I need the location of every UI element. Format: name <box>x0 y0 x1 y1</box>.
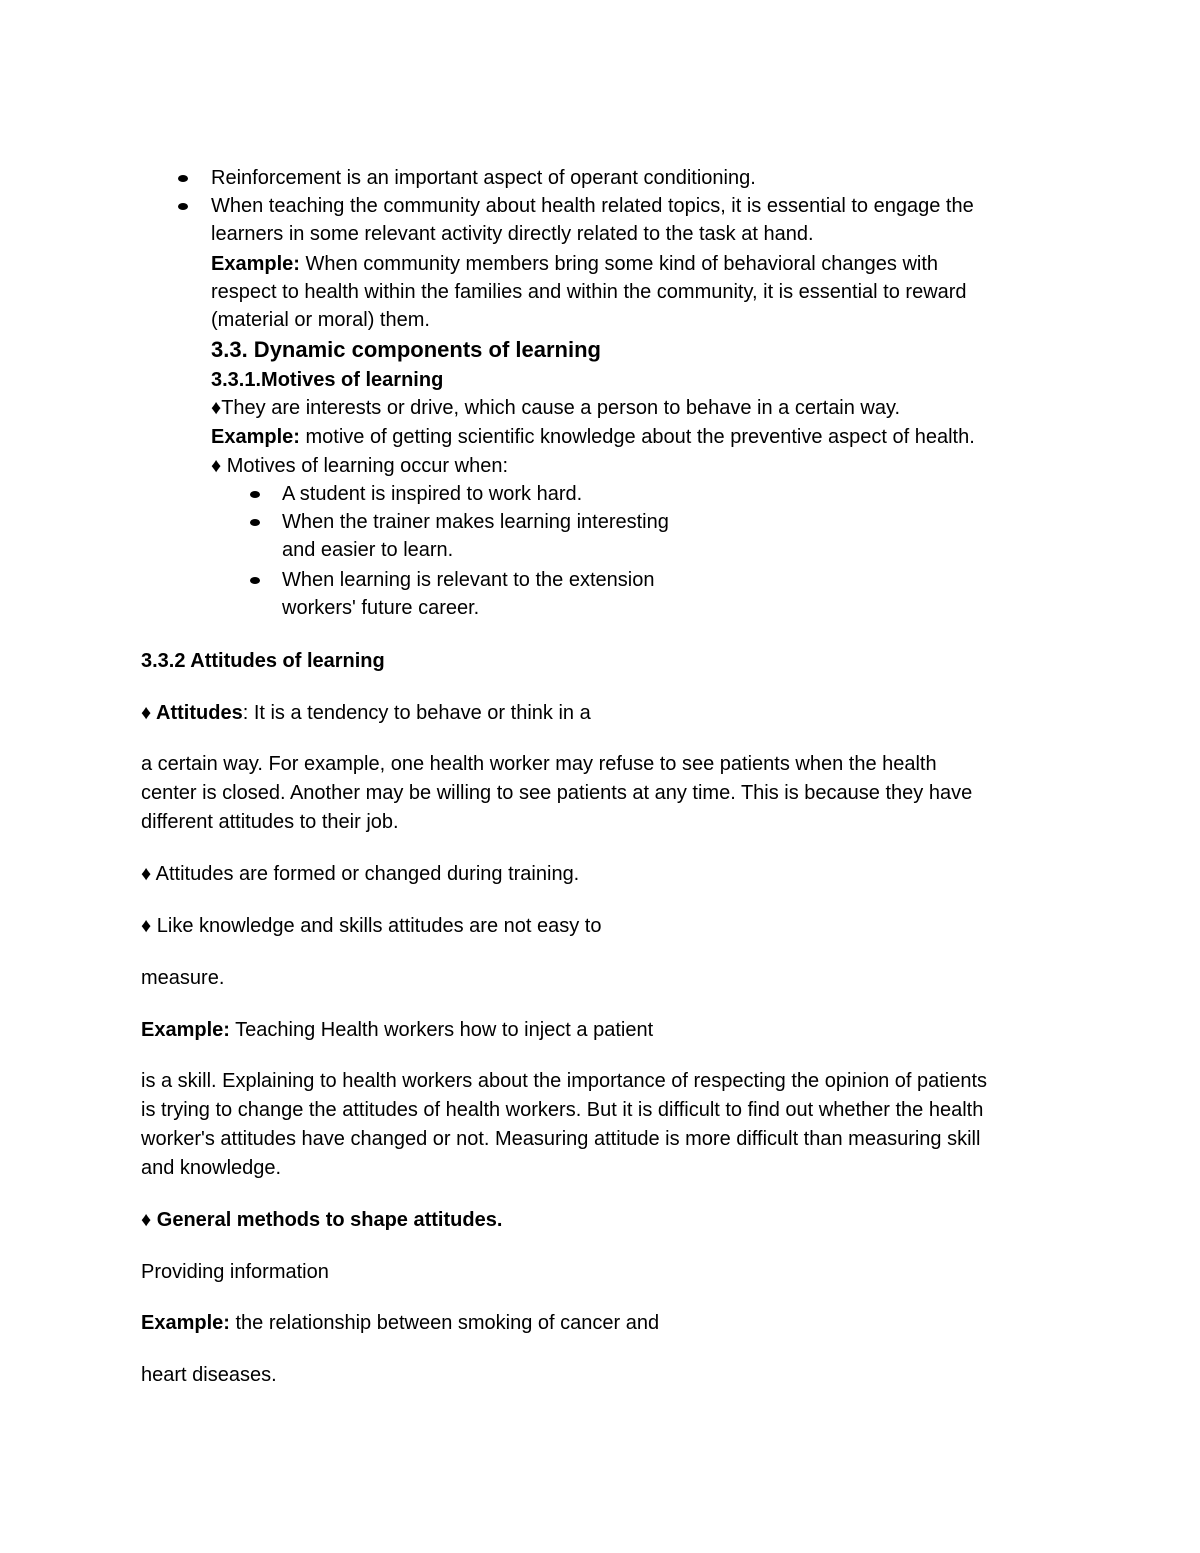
list-item-continuation: workers' future career. <box>282 597 480 619</box>
list-item-continuation: and easier to learn. <box>282 539 454 561</box>
methods-heading: ♦ General methods to shape attitudes. <box>141 1209 503 1231</box>
diamond-bullet: ♦ <box>141 702 157 724</box>
example-text: motive of getting scientific knowledge about the preventive aspect of health. <box>299 426 975 448</box>
paragraph-line: center is closed. Another may be willing to see patients at any time. This is because they have <box>141 782 973 804</box>
motive-definition: ♦They are interests or drive, which cause a person to behave in a certain way. <box>211 397 901 419</box>
motives-intro: ♦ Motives of learning occur when: <box>211 455 509 477</box>
heart-diseases: heart diseases. <box>141 1364 277 1386</box>
paragraph-line: is a skill. Explaining to health workers about the importance of respecting the opinion of patients <box>141 1070 988 1092</box>
example-label: Example: <box>211 426 300 448</box>
list-item-continuation: learners in some relevant activity directly related to the task at hand. <box>211 223 814 245</box>
paragraph-line: and knowledge. <box>141 1157 282 1179</box>
attitudes-definition <box>141 699 591 727</box>
list-item: When teaching the community about health related topics, it is essential to engage the <box>211 195 974 217</box>
paragraph-line: different attitudes to their job. <box>141 811 399 833</box>
example-label: Example: <box>141 1312 230 1334</box>
example-label: Example: <box>141 1019 230 1041</box>
example-paragraph <box>211 423 975 451</box>
measure-text: measure. <box>141 967 225 989</box>
example-paragraph <box>211 250 938 278</box>
example-text: When community members bring some kind of behavioral changes with <box>299 253 939 275</box>
list-item: When learning is relevant to the extension <box>282 569 655 591</box>
example-paragraph-line: (material or moral) them. <box>211 309 430 331</box>
like-knowledge: ♦ Like knowledge and skills attitudes are not easy to <box>141 915 602 937</box>
list-item: Reinforcement is an important aspect of operant conditioning. <box>211 167 756 189</box>
list-bullet <box>178 175 188 182</box>
example-label: Example: <box>211 253 300 275</box>
paragraph-line: is trying to change the attitudes of health workers. But it is difficult to find out whether the health <box>141 1099 984 1121</box>
attitudes-formed: ♦ Attitudes are formed or changed during training. <box>141 863 580 885</box>
list-item: When the trainer makes learning interesting <box>282 511 669 533</box>
paragraph-line: a certain way. For example, one health worker may refuse to see patients when the health <box>141 753 937 775</box>
example-paragraph <box>141 1309 659 1337</box>
paragraph-line: worker's attitudes have changed or not. Measuring attitude is more difficult than measuring skill <box>141 1128 981 1150</box>
list-bullet <box>178 203 188 210</box>
example-text: Teaching Health workers how to inject a patient <box>229 1019 654 1041</box>
providing-information: Providing information <box>141 1261 329 1283</box>
list-bullet <box>250 519 260 526</box>
attitudes-label: Attitudes <box>156 702 243 724</box>
example-paragraph-line: respect to health within the families and within the community, it is essential to reward <box>211 281 967 303</box>
list-bullet <box>250 491 260 498</box>
list-bullet <box>250 577 260 584</box>
example-text: the relationship between smoking of cancer and <box>229 1312 660 1334</box>
section-heading: 3.3. Dynamic components of learning <box>211 337 601 362</box>
list-item: A student is inspired to work hard. <box>282 483 583 505</box>
subsection-heading: 3.3.2 Attitudes of learning <box>141 650 385 672</box>
example-paragraph <box>141 1016 653 1044</box>
subsection-heading: 3.3.1.Motives of learning <box>211 369 444 391</box>
attitudes-text: : It is a tendency to behave or think in a <box>242 702 591 724</box>
